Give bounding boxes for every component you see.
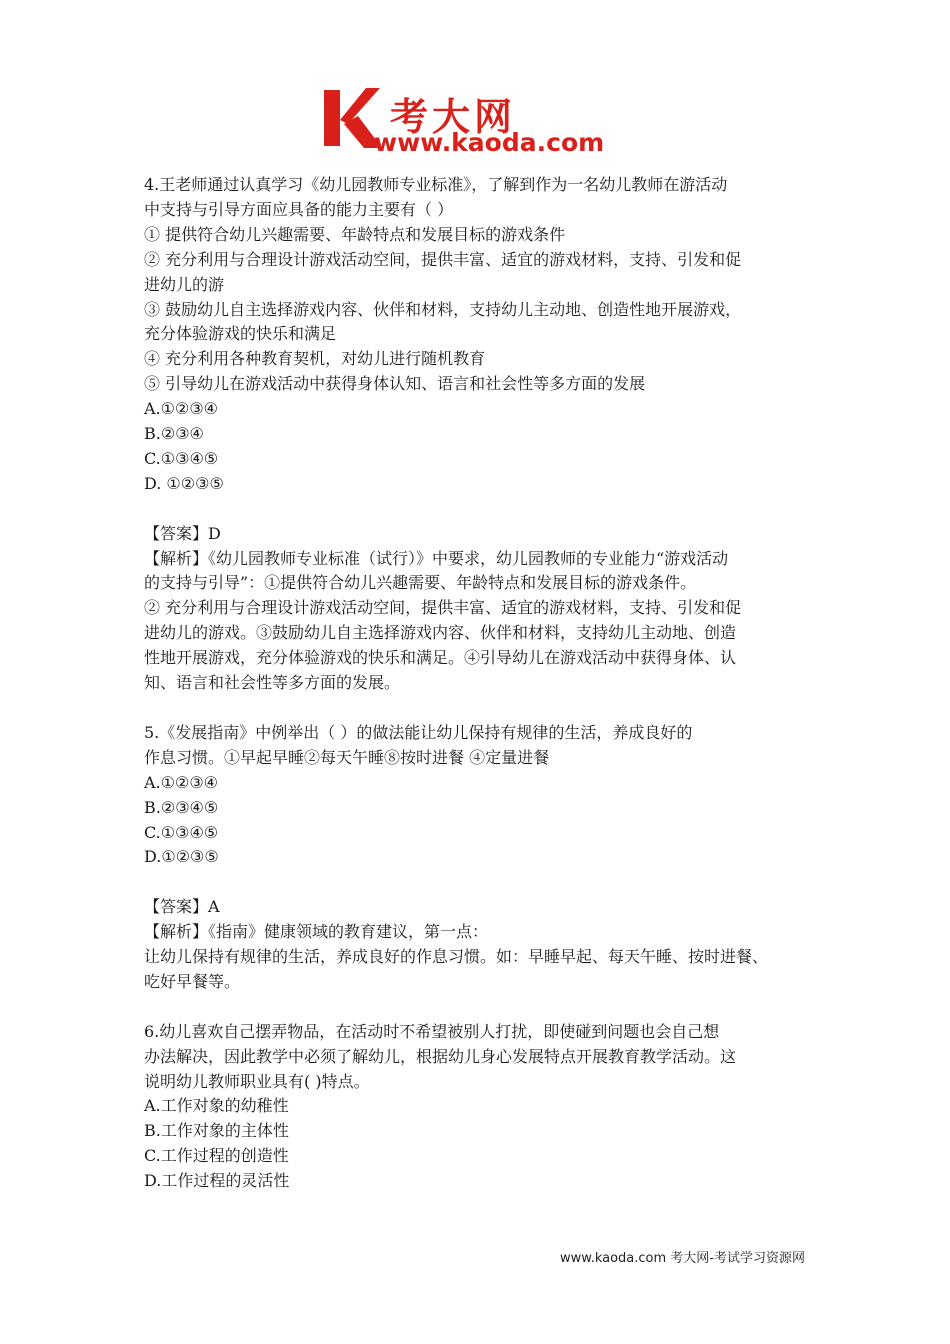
q4-item-3: ③ 鼓励幼儿自主选择游戏内容、伙伴和材料，支持幼儿主动地、创造性地开展游戏，	[144, 299, 742, 319]
q6-stem-line-2: 办法解决，因此教学中必须了解幼儿，根据幼儿身心发展特点开展教育教学活动。这	[144, 1046, 737, 1066]
q5-explanation-3: 吃好早餐等。	[144, 971, 241, 991]
q4-answer: 【答案】D	[144, 523, 221, 543]
q5-explanation-2: 让幼儿保持有规律的生活，养成良好的作息习惯。如：早睡早起、每天午睡、按时进餐、	[144, 947, 769, 967]
q5-explanation-1: 【解析】《指南》健康领域的教育建议，第一点：	[144, 922, 489, 942]
q6-option-a: A.工作对象的幼稚性	[144, 1096, 289, 1116]
q6-stem-line-1: 6.幼儿喜欢自己摆弄物品，在活动时不希望被别人打扰，即使碰到问题也会自己想	[144, 1021, 720, 1041]
logo-url: www.kaoda.com	[374, 128, 605, 157]
spacer	[144, 995, 812, 1020]
q5-stem-line-2: 作息习惯。①早起早睡②每天午睡⑧按时进餐 ④定量进餐	[144, 747, 550, 767]
q4-option-b: B.②③④	[144, 424, 204, 444]
document-body	[144, 173, 812, 1194]
q5-answer: 【答案】A	[144, 897, 220, 917]
page-footer: www.kaoda.com 考大网-考试学习资源网	[560, 1251, 805, 1266]
q4-explanation-3: ② 充分利用与合理设计游戏活动空间，提供丰富、适宜的游戏材料，支持、引发和促	[144, 598, 742, 618]
q4-option-d: D. ①②③⑤	[144, 473, 224, 493]
q4-item-4: ④ 充分利用各种教育契机，对幼儿进行随机教育	[144, 349, 486, 369]
q4-option-c: C.①③④⑤	[144, 448, 219, 468]
q4-explanation-2: 的支持与引导”：①提供符合幼儿兴趣需要、年龄特点和发展目标的游戏条件。	[144, 573, 697, 593]
q4-option-a: A.①②③④	[144, 399, 219, 419]
q5-option-b: B.②③④⑤	[144, 797, 219, 817]
spacer	[144, 497, 812, 522]
q5-option-a: A.①②③④	[144, 772, 219, 792]
q4-item-3-cont: 充分体验游戏的快乐和满足	[144, 324, 337, 344]
q4-item-1: ① 提供符合幼儿兴趣需要、年龄特点和发展目标的游戏条件	[144, 224, 566, 244]
q6-stem-line-3: 说明幼儿教师职业具有( )特点。	[144, 1071, 370, 1091]
q5-option-d: D.①②③⑤	[144, 847, 219, 867]
q5-stem-line-1: 5.《发展指南》中例举出（ ）的做法能让幼儿保持有规律的生活，养成良好的	[144, 722, 693, 742]
q4-explanation-6: 知、语言和社会性等多方面的发展。	[144, 673, 401, 693]
kaoda-logo	[318, 84, 638, 158]
q6-option-b: B.工作对象的主体性	[144, 1121, 289, 1141]
q6-option-d: D.工作过程的灵活性	[144, 1171, 290, 1191]
q4-explanation-4: 进幼儿的游戏。③鼓励幼儿自主选择游戏内容、伙伴和材料，支持幼儿主动地、创造	[144, 623, 737, 643]
q4-stem-line-1: 4.王老师通过认真学习《幼儿园教师专业标准》，了解到作为一名幼儿教师在游活动	[144, 175, 728, 194]
spacer	[144, 870, 812, 895]
spacer	[144, 696, 812, 721]
q4-item-5: ⑤ 引导幼儿在游戏活动中获得身体认知、语言和社会性等多方面的发展	[144, 374, 646, 394]
q6-option-c: C.工作过程的创造性	[144, 1146, 289, 1166]
q4-explanation-1: 【解析】《幼儿园教师专业标准（试行）》中要求，幼儿园教师的专业能力“游戏活动	[144, 548, 729, 568]
q4-stem-line-2: 中支持与引导方面应具备的能力主要有（ ）	[144, 199, 454, 219]
q4-item-2-cont: 进幼儿的游	[144, 274, 225, 294]
logo-title: 考大网	[390, 95, 517, 139]
q4-explanation-5: 性地开展游戏，充分体验游戏的快乐和满足。④引导幼儿在游戏活动中获得身体、认	[144, 648, 737, 668]
q4-item-2: ② 充分利用与合理设计游戏活动空间，提供丰富、适宜的游戏材料，支持、引发和促	[144, 249, 742, 269]
q5-option-c: C.①③④⑤	[144, 822, 219, 842]
